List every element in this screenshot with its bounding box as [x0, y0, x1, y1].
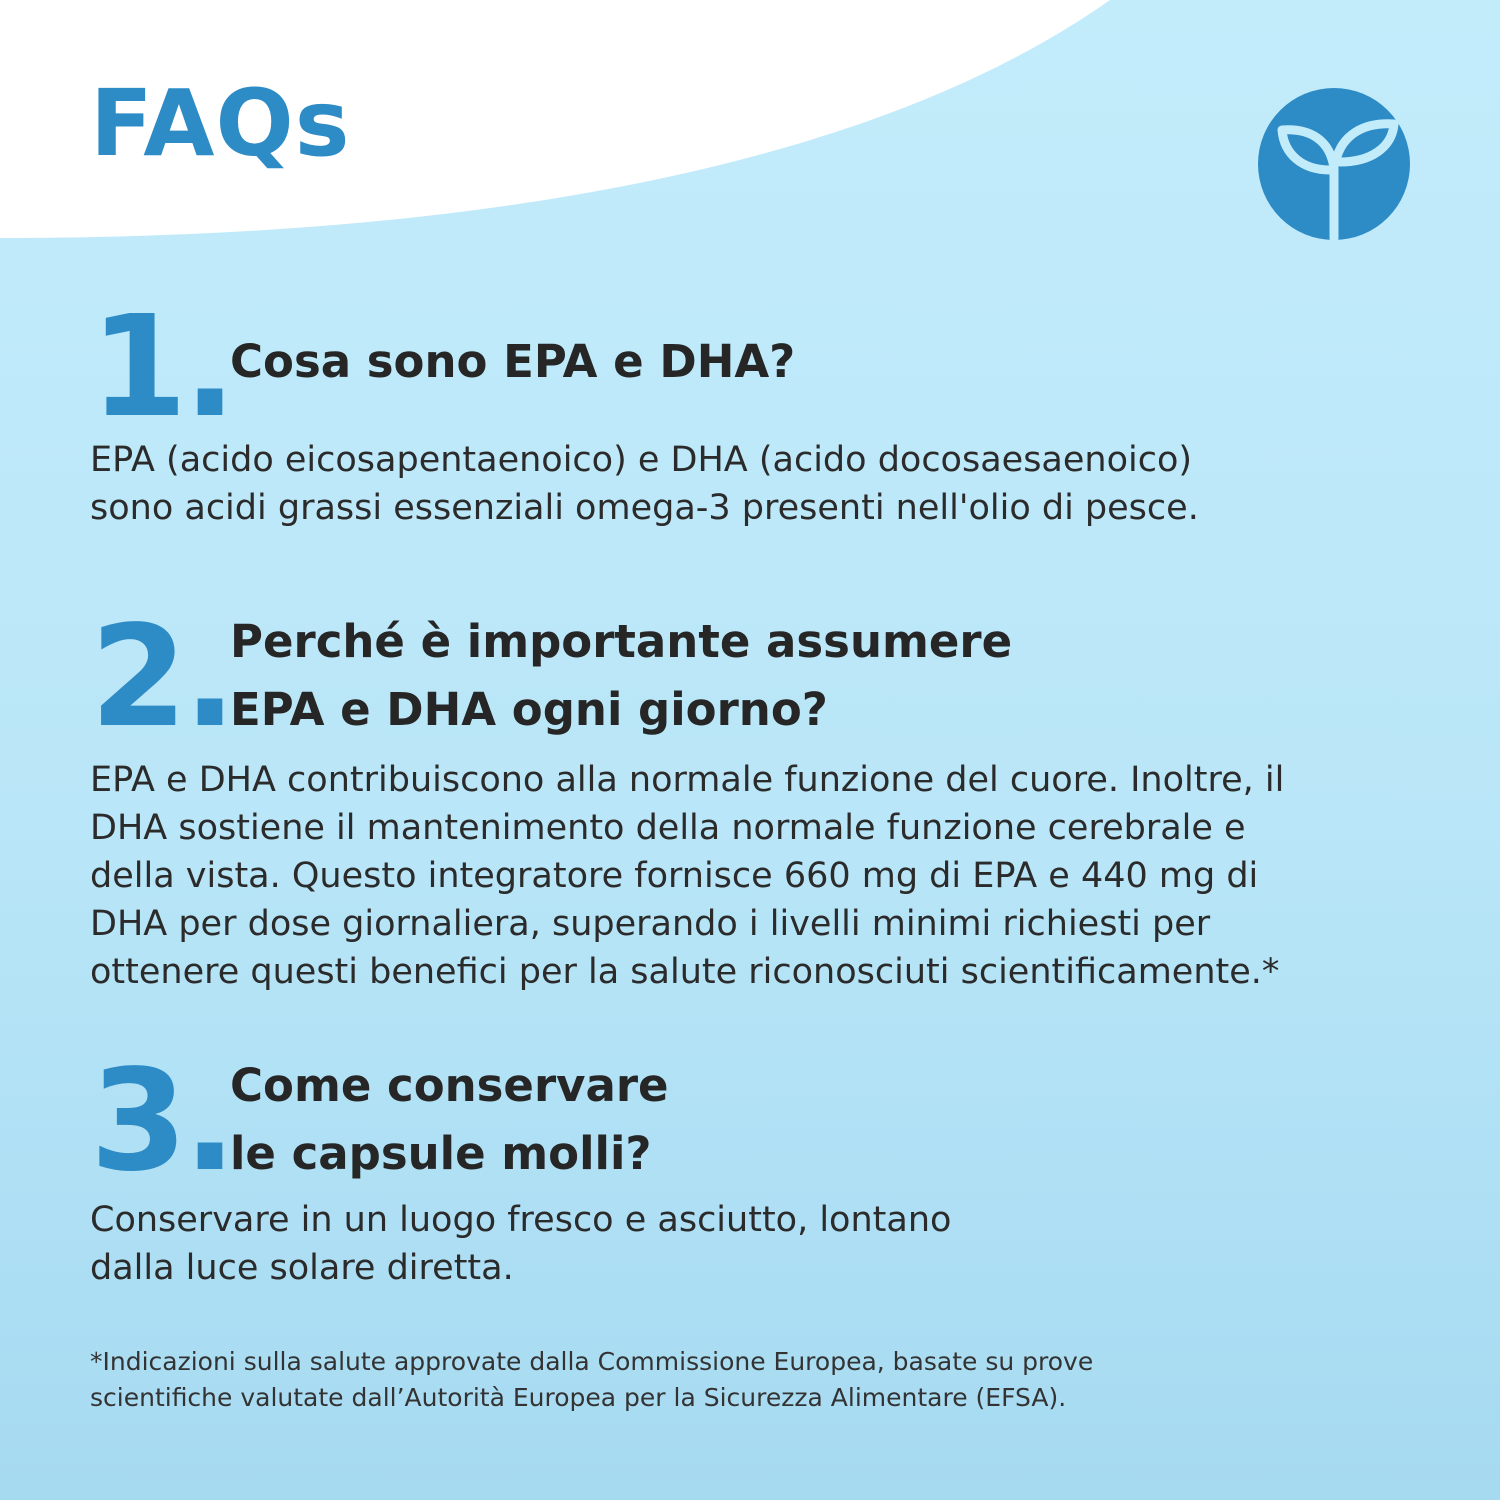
faq-answer: [90, 436, 1199, 532]
footnote-line: *Indicazioni sulla salute approvate dalla Commissione Europea, basate su prove: [90, 1347, 1094, 1376]
faq-question-line: le capsule molli?: [230, 1127, 652, 1180]
faq-answer: [90, 756, 1284, 996]
faq-number: 2.: [90, 596, 233, 759]
faq-answer-line: ottenere questi benefici per la salute riconosciuti scientificamente.*: [90, 952, 1280, 992]
faq-answer: [90, 1196, 951, 1292]
faq-question-line: Perché è importante assumere: [230, 615, 1013, 668]
faq-answer-line: EPA e DHA contribuiscono alla normale funzione del cuore. Inoltre, il: [90, 760, 1285, 800]
faq-answer-line: sono acidi grassi essenziali omega-3 presenti nell'olio di pesce.: [90, 488, 1199, 528]
faq-answer-line: della vista. Questo integratore fornisce 660 mg di EPA e 440 mg di: [90, 856, 1259, 896]
faq-answer-line: DHA per dose giornaliera, superando i livelli minimi richiesti per: [90, 904, 1211, 944]
faq-question: [230, 328, 795, 396]
faq-question-line: Cosa sono EPA e DHA?: [230, 335, 796, 388]
faq-question: [230, 608, 1012, 744]
page-title: FAQs: [90, 70, 351, 177]
faq-answer-line: Conservare in un luogo fresco e asciutto, lontano: [90, 1200, 952, 1240]
faq-answer-line: EPA (acido eicosapentaenoico) e DHA (acido docosaesaenoico): [90, 440, 1193, 480]
faq-question-line: EPA e DHA ogni giorno?: [230, 683, 828, 736]
faq-number: 1.: [90, 286, 233, 449]
sprout-leaf-icon: [1258, 88, 1410, 240]
faq-answer-line: dalla luce solare diretta.: [90, 1248, 514, 1288]
faq-answer-line: DHA sostiene il mantenimento della normale funzione cerebrale e: [90, 808, 1246, 848]
faq-question: [230, 1052, 669, 1188]
footnote: [90, 1344, 1093, 1416]
faq-question-line: Come conservare: [230, 1059, 669, 1112]
faq-number: 3.: [90, 1040, 233, 1203]
footnote-line: scientifiche valutate dall’Autorità Europea per la Sicurezza Alimentare (EFSA).: [90, 1383, 1067, 1412]
